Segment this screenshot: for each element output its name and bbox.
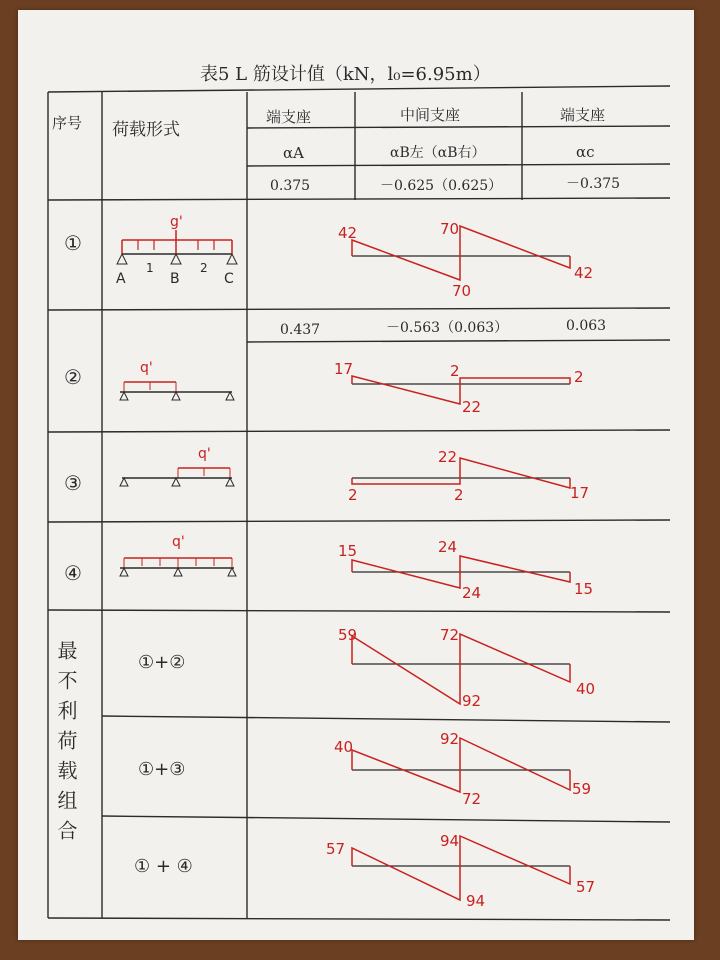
beam-1-load: g' bbox=[170, 214, 183, 230]
shear-3-right-bot: 17 bbox=[570, 484, 590, 502]
header-alpha-b: αB左（αB右） bbox=[390, 145, 486, 161]
table-title: 表5 L 筋设计值（kN，l₀=6.95m） bbox=[200, 64, 491, 85]
combo-3-label: ① + ④ bbox=[134, 856, 193, 877]
coef-1-b: －0.625（0.625） bbox=[380, 178, 503, 194]
shear-2-left-top: 17 bbox=[334, 360, 354, 378]
combo-1-label: ①+② bbox=[138, 652, 186, 673]
combo-2-label: ①+③ bbox=[138, 759, 186, 780]
shear-c3-mid-top: 94 bbox=[440, 832, 460, 850]
shear-2-mid-top: 2 bbox=[450, 362, 460, 380]
shear-3-mid-top: 22 bbox=[438, 448, 458, 466]
shear-1-mid-bot: 70 bbox=[452, 282, 472, 300]
shear-3-mid-bot: 2 bbox=[454, 486, 464, 504]
node-c: C bbox=[224, 271, 234, 287]
shear-4-left-top: 15 bbox=[338, 542, 358, 560]
combo-label: 最不利荷载组合 bbox=[54, 640, 78, 850]
header-load-form: 荷载形式 bbox=[112, 120, 180, 140]
node-b: B bbox=[170, 271, 180, 287]
shear-c1-mid-bot: 92 bbox=[462, 692, 482, 710]
shear-2-mid-bot: 22 bbox=[462, 398, 482, 416]
shear-c1-right-bot: 40 bbox=[576, 680, 596, 698]
header-alpha-c: αc bbox=[576, 143, 595, 161]
shear-c1-left-top: 59 bbox=[338, 626, 358, 644]
shear-c2-right-bot: 59 bbox=[572, 780, 592, 798]
beam-2-sketch bbox=[120, 360, 234, 400]
beam-3-load: q' bbox=[198, 446, 211, 462]
coef-2-c: 0.063 bbox=[566, 318, 607, 334]
node-a: A bbox=[116, 271, 126, 287]
shear-c2-mid-bot: 72 bbox=[462, 790, 482, 808]
shear-c1-mid-top: 72 bbox=[440, 626, 460, 644]
shear-4-mid-top: 24 bbox=[438, 538, 458, 556]
shear-2-right-top: 2 bbox=[574, 368, 584, 386]
coef-1-a: 0.375 bbox=[270, 178, 311, 194]
shear-1-left-top: 42 bbox=[338, 224, 358, 242]
shear-4-mid-bot: 24 bbox=[462, 584, 482, 602]
shear-c2-mid-top: 92 bbox=[440, 730, 460, 748]
shear-3-left-bot: 2 bbox=[348, 486, 358, 504]
beam-2-load: q' bbox=[140, 360, 153, 376]
shear-c2-left-top: 40 bbox=[334, 738, 354, 756]
coef-2-a: 0.437 bbox=[280, 322, 321, 338]
header-middle-support: 中间支座 bbox=[400, 106, 461, 124]
shear-c3-left-top: 57 bbox=[326, 840, 346, 858]
row-2-number: ② bbox=[64, 365, 82, 389]
shear-diagram-4 bbox=[338, 538, 593, 602]
header-end-support-a: 端支座 bbox=[266, 108, 312, 126]
shear-diagram-combo-3 bbox=[326, 832, 595, 910]
shear-diagram-combo-2 bbox=[334, 730, 591, 808]
shear-diagram-1 bbox=[338, 220, 593, 300]
row-4-number: ④ bbox=[64, 561, 82, 585]
node-2: 2 bbox=[200, 261, 208, 275]
beam-4-load: q' bbox=[172, 534, 185, 550]
header-end-support-c: 端支座 bbox=[560, 106, 606, 124]
row-1-number: ① bbox=[64, 231, 82, 255]
shear-c3-right-bot: 57 bbox=[576, 878, 596, 896]
coef-1-c: －0.375 bbox=[566, 176, 621, 192]
shear-c3-mid-bot: 94 bbox=[466, 892, 486, 910]
beam-4-sketch bbox=[120, 534, 236, 576]
shear-1-right-bot: 42 bbox=[574, 264, 594, 282]
header-seq: 序号 bbox=[52, 114, 83, 132]
beam-3-sketch bbox=[120, 446, 234, 486]
shear-4-right-bot: 15 bbox=[574, 580, 594, 598]
shear-1-mid-top: 70 bbox=[440, 220, 460, 238]
shear-diagram-3 bbox=[348, 448, 589, 504]
beam-1-sketch bbox=[116, 214, 237, 287]
shear-diagram-2 bbox=[334, 360, 584, 416]
node-1: 1 bbox=[146, 261, 154, 275]
header-alpha-a: αA bbox=[283, 144, 304, 162]
coef-2-b: －0.563（0.063） bbox=[386, 320, 509, 336]
row-3-number: ③ bbox=[64, 471, 82, 495]
shear-diagram-combo-1 bbox=[338, 626, 595, 710]
